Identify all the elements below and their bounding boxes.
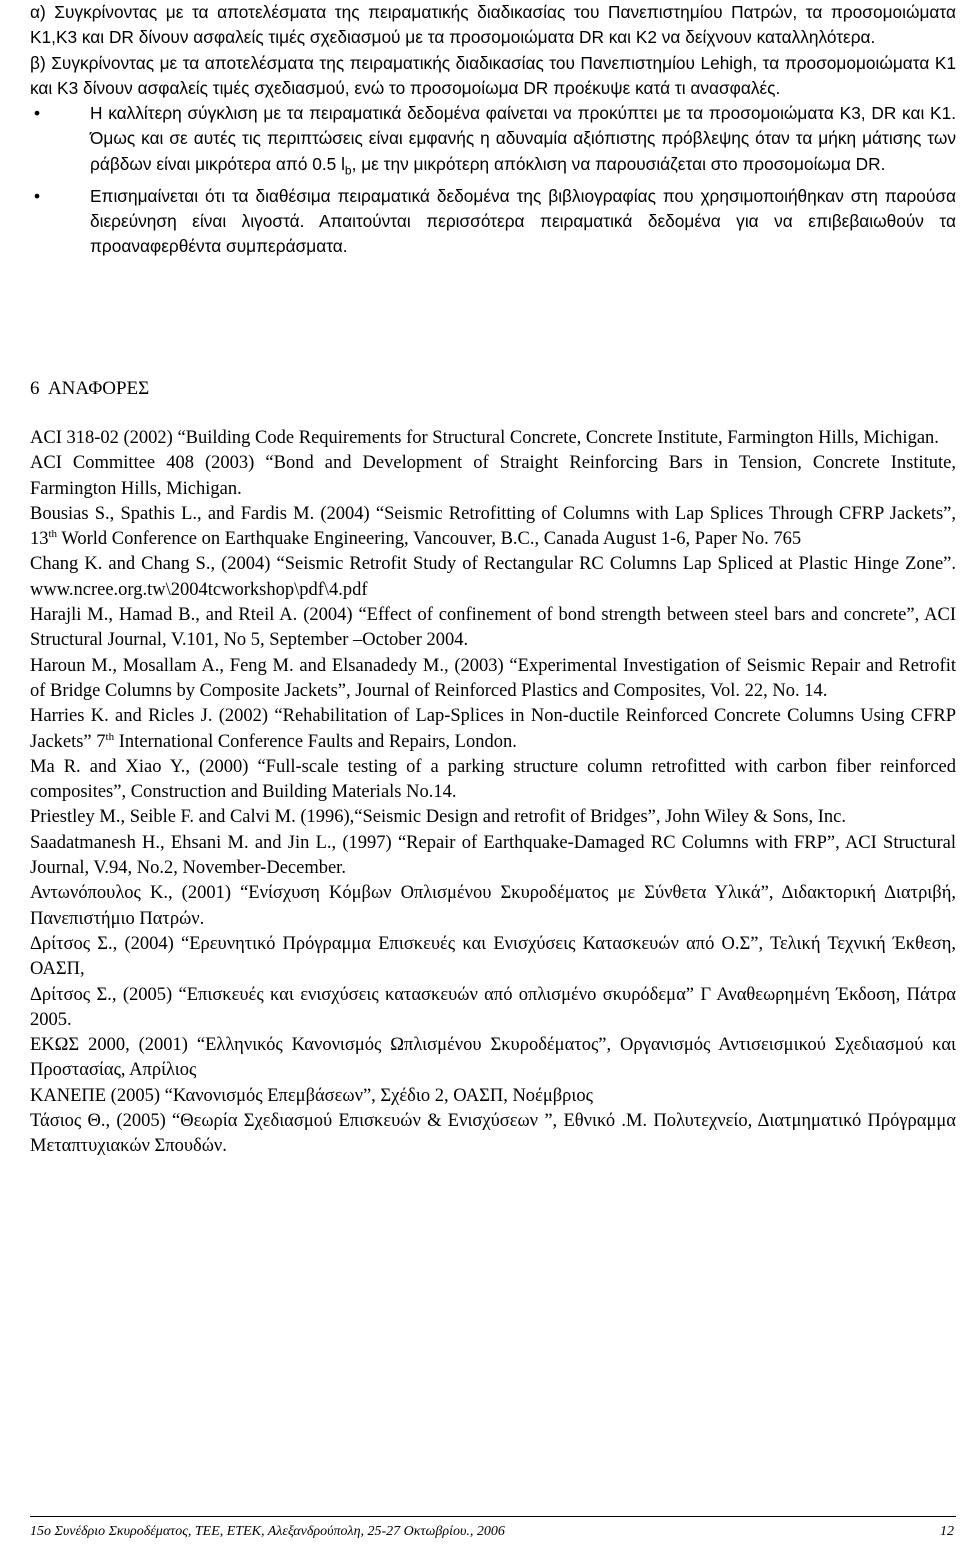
- references-heading: 6 ΑΝΑΦΟΡΕΣ: [30, 378, 150, 399]
- references-list: [30, 426, 956, 1160]
- reference-item: ACI Committee 408 (2003) “Bond and Development of Straight Reinforcing Bars in Tension, Concrete Institute, Farmington Hills, Michigan.: [30, 453, 956, 499]
- reference-item: Priestley M., Seible F. and Calvi M. (1996),“Seismic Design and retrofit of Bridges”, John Wiley & Sons, Inc.: [30, 807, 846, 828]
- conclusion-item-a: α) Συγκρίνοντας με τα αποτελέσματα της πειραματικής διαδικασίας του Πανεπιστημίου Πατρών, τα προσομοιώματα Κ1,Κ3 και DR δίνουν ασφαλείς τιμές σχεδιασμού με τα προσομοιώματα DR και Κ2 να δείχνουν καταλληλότερα.: [30, 2, 956, 48]
- document-page: [30, 0, 956, 1539]
- conclusion-bullet-2: [34, 184, 956, 260]
- reference-item: Chang K. and Chang S., (2004) “Seismic Retrofit Study of Rectangular RC Columns Lap Spliced at Plastic Hinge Zone”. www.ncree.org.tw\2004tcworkshop\pdf\4.pdf: [30, 554, 956, 600]
- conclusion-item-b: β) Συγκρίνοντας με τα αποτελέσματα της πειραματικής διαδικασίας του Πανεπιστημίου Lehigh, τα προσομομοιώματα Κ1 και Κ3 δίνουν ασφαλείς τιμές σχεδιασμού, ενώ το προσομοίωμα DR προέκυψε κατά τι ανασφαλές.: [30, 52, 956, 98]
- reference-item: Δρίτσος Σ., (2005) “Επισκευές και ενισχύσεις κατασκευών από οπλισμένο σκυρόδεμα” Γ Αναθεωρημένη Έκδοση, Πάτρα 2005.: [30, 984, 956, 1030]
- reference-item: ΚΑΝΕΠΕ (2005) “Κανονισμός Επεμβάσεων”, Σχέδιο 2, ΟΑΣΠ, Νοέμβριος: [30, 1085, 593, 1106]
- bullet-1-subscript: b: [344, 163, 352, 178]
- page-number: 12: [940, 1524, 954, 1539]
- reference-item: ACI 318-02 (2002) “Building Code Requirements for Structural Concrete, Concrete Institute, Farmington Hills, Michigan.: [30, 428, 939, 448]
- footer-divider: [30, 1516, 956, 1517]
- reference-item: Haroun M., Mosallam A., Feng M. and Elsanadedy M., (2003) “Experimental Investigation of Seismic Repair and Retrofit of Bridge Columns by Composite Jackets”, Journal of Reinforced Plastics and Composites, Vol. 22, No. 14.: [30, 655, 956, 701]
- reference-item: ΕΚΩΣ 2000, (2001) “Ελληνικός Κανονισμός Ωπλισμένου Σκυροδέματος”, Οργανισμός Αντισεισμικού Σχεδιασμού και Προστασίας, Απρίλιος: [30, 1035, 956, 1081]
- bullet-1-text-end: , με την μικρότερη απόκλιση να παρουσιάζεται στο προσομοίωμα DR.: [351, 153, 886, 174]
- reference-item: Αντωνόπουλος Κ., (2001) “Ενίσχυση Κόμβων Οπλισμένου Σκυροδέματος με Σύνθετα Υλικά”, Διδακτορική Διατριβή, Πανεπιστήμιο Πατρών.: [30, 883, 956, 929]
- reference-item: Harries K. and Ricles J. (2002) “Rehabilitation of Lap-Splices in Non-ductile Reinforced Concrete Columns Using CFRP Jackets” 7th International Conference Faults and Repairs, London.: [30, 706, 956, 752]
- conclusion-bullet-1: [34, 101, 956, 183]
- bullet-icon: •: [34, 103, 41, 124]
- bullet-2-text: Επισημαίνεται ότι τα διαθέσιμα πειραματικά δεδομένα της βιβλιογραφίας που χρησιμοποιήθηκαν στη παρούσα διερεύνηση είναι λιγοστά. Απαιτούνται περισσότερα πειραματικά δεδομένα για να επιβεβαιωθούν τα προαναφερθέντα συμπεράσματα.: [90, 185, 956, 257]
- footer-conference: 15ο Συνέδριο Σκυροδέματος, ΤΕΕ, ΕΤΕΚ, Αλεξανδρούπολη, 25-27 Οκτωβρίου., 2006: [30, 1524, 505, 1539]
- reference-item: Ma R. and Xiao Y., (2000) “Full-scale testing of a parking structure column retrofitted with carbon fiber reinforced composites”, Construction and Building Materials No.14.: [30, 756, 956, 803]
- bullet-icon: •: [34, 185, 41, 206]
- reference-item: Bousias S., Spathis L., and Fardis M. (2004) “Seismic Retrofitting of Columns with Lap Splices Through CFRP Jackets”, 13th World Conference on Earthquake Engineering, Vancouver, B.C., Canada August 1-6, Paper No. 765: [30, 503, 956, 550]
- conclusion-bullets: [30, 101, 956, 259]
- reference-item: Saadatmanesh H., Ehsani M. and Jin L., (1997) “Repair of Earthquake-Damaged RC Columns with FRP”, ACI Structural Journal, V.94, No.2, November-December.: [30, 832, 956, 879]
- reference-item: Δρίτσος Σ., (2004) “Ερευνητικό Πρόγραμμα Επισκευές και Ενισχύσεις Κατασκευών από Ο.Σ”, Τελική Τεχνική Έκθεση, ΟΑΣΠ,: [30, 933, 956, 980]
- reference-item: Harajli M., Hamad B., and Rteil A. (2004) “Effect of confinement of bond strength between steel bars and concrete”, ACI Structural Journal, V.101, No 5, September –October 2004.: [30, 605, 956, 651]
- bullet-1-text: Η καλλίτερη σύγκλιση με τα πειραματικά δεδομένα φαίνεται να προκύπτει με τα προσομοιώματα Κ3, DR και Κ1. Όμως και σε αυτές τις περιπτώσεις είναι εμφανής η αδυναμία αξιόπιστης πρόβλεψης όταν τα μήκη μάτισης των ράβδων είναι μικρότερα από 0.5 l: [90, 103, 956, 174]
- conclusions-block: [30, 0, 956, 259]
- reference-item: Τάσιος Θ., (2005) “Θεωρία Σχεδιασμού Επισκευών & Ενισχύσεων ”, Εθνικό .Μ. Πολυτεχνείο, Διατμηματικό Πρόγραμμα Μεταπτυχιακών Σπουδών.: [30, 1111, 956, 1157]
